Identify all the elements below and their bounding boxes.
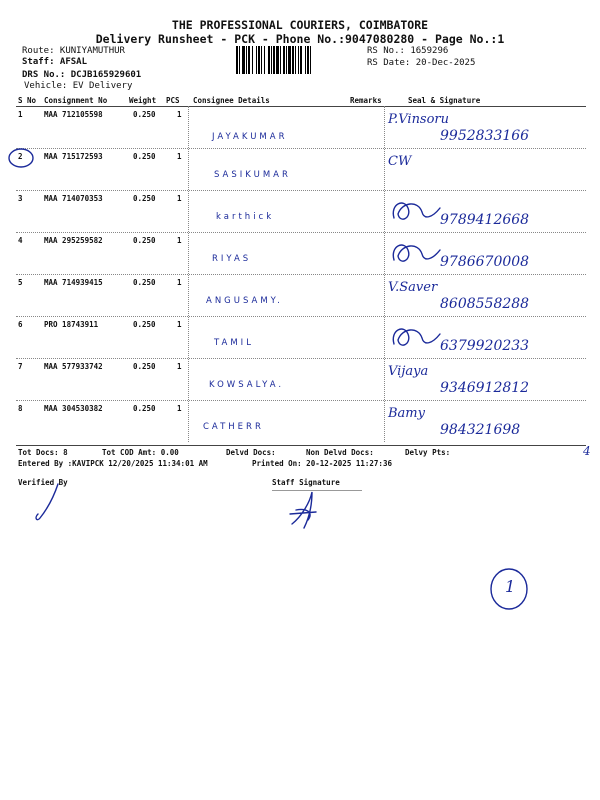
row-2-circle-mark <box>6 146 36 172</box>
row-signature: Bamy <box>388 406 425 421</box>
row-consignment-no: MAA 304530382 <box>44 404 103 413</box>
col-sno: S No <box>18 96 37 105</box>
row-signature-scribble <box>388 320 448 356</box>
row-phone-handwritten: 9789412668 <box>440 212 530 228</box>
row-phone-handwritten: 9952833166 <box>440 128 530 144</box>
row-pcs: 1 <box>177 194 182 203</box>
row-signature-scribble <box>388 194 448 230</box>
row-consignee-handwritten: JAYAKUMAR <box>212 132 288 142</box>
row-pcs: 1 <box>177 320 182 329</box>
row-pcs: 1 <box>177 152 182 161</box>
row-signature-scribble <box>388 236 448 272</box>
row-weight: 0.250 <box>133 236 156 245</box>
row-weight: 0.250 <box>133 194 156 203</box>
row-consignee-handwritten: karthick <box>216 212 275 222</box>
row-weight: 0.250 <box>133 110 156 119</box>
staff-label: Staff: AFSAL <box>22 57 88 67</box>
row-weight: 0.250 <box>133 278 156 287</box>
row-consignment-no: MAA 714939415 <box>44 278 103 287</box>
row-consignment-no: MAA 712105598 <box>44 110 103 119</box>
row-consignee-handwritten: CATHERR <box>203 422 264 432</box>
col-seal-signature: Seal & Signature <box>408 96 481 105</box>
row-weight: 0.250 <box>133 362 156 371</box>
row-sno: 3 <box>18 194 23 203</box>
delvy-pts: Delvy Pts: <box>405 448 451 457</box>
row-weight: 0.250 <box>133 320 156 329</box>
row-weight: 0.250 <box>133 152 156 161</box>
row-divider <box>16 316 586 317</box>
row-sno: 4 <box>18 236 23 245</box>
printed-on: Printed On: 20-12-2025 11:27:36 <box>252 459 392 468</box>
row-divider <box>16 148 586 149</box>
page-mark: 1 <box>505 577 516 596</box>
row-sno: 2 <box>18 152 23 161</box>
row-phone-handwritten: 984321698 <box>440 422 521 438</box>
tot-docs: Tot Docs: 8 <box>18 448 68 457</box>
row-divider <box>16 274 586 275</box>
col-remarks: Remarks <box>350 96 382 105</box>
row-phone-handwritten: 9346912812 <box>440 380 530 396</box>
row-sno: 7 <box>18 362 23 371</box>
row-pcs: 1 <box>177 404 182 413</box>
staff-signature-mark <box>286 490 346 540</box>
rs-number: RS No.: 1659296 <box>367 46 449 56</box>
tot-cod-amt: Tot COD Amt: 0.00 <box>102 448 179 457</box>
col-consignee: Consignee Details <box>193 96 270 105</box>
row-divider <box>16 400 586 401</box>
row-pcs: 1 <box>177 362 182 371</box>
non-delvd-docs: Non Delvd Docs: <box>306 448 374 457</box>
company-title: THE PROFESSIONAL COURIERS, COIMBATORE <box>171 18 429 32</box>
row-consignment-no: MAA 714070353 <box>44 194 103 203</box>
row-divider <box>16 358 586 359</box>
row-phone-handwritten: 6379920233 <box>440 338 530 354</box>
row-signature: CW <box>388 154 412 169</box>
row-consignment-no: MAA 577933742 <box>44 362 103 371</box>
col-consignment: Consignment No <box>44 96 108 105</box>
verified-by-label: Verified By <box>18 478 68 487</box>
rs-date: RS Date: 20-Dec-2025 <box>367 58 476 68</box>
row-consignment-no: PRO 18743911 <box>44 320 99 329</box>
row-consignee-handwritten: ANGUSAMY. <box>206 296 283 306</box>
delvd-docs: Delvd Docs: <box>226 448 276 457</box>
drs-number: DRS No.: DCJB165929601 <box>22 70 142 80</box>
verified-signature-mark <box>28 482 88 532</box>
row-signature: P.Vinsoru <box>388 112 450 127</box>
row-sno: 8 <box>18 404 23 413</box>
row-signature: V.Saver <box>388 280 438 295</box>
barcode <box>236 46 364 74</box>
vehicle-label: Vehicle: EV Delivery <box>24 81 133 91</box>
row-divider <box>16 232 586 233</box>
row-signature: Vijaya <box>388 364 429 379</box>
row-sno: 5 <box>18 278 23 287</box>
col-pcs: PCS <box>166 96 180 105</box>
row-pcs: 1 <box>177 278 182 287</box>
row-sno: 6 <box>18 320 23 329</box>
row-pcs: 1 <box>177 110 182 119</box>
row-consignment-no: MAA 295259582 <box>44 236 103 245</box>
barcode-bar <box>311 46 313 74</box>
extra-handwritten-digit: 4 <box>583 444 591 458</box>
route-label: Route: KUNIYAMUTHUR <box>22 46 125 56</box>
row-pcs: 1 <box>177 236 182 245</box>
row-consignment-no: MAA 715172593 <box>44 152 103 161</box>
row-consignee-handwritten: SASIKUMAR <box>214 170 291 180</box>
row-consignee-handwritten: KOWSALYA. <box>209 380 285 390</box>
runsheet-title: Delivery Runsheet - PCK - Phone No.:9047080280 - Page No.:1 <box>95 32 505 46</box>
header-rule <box>16 106 586 107</box>
row-divider <box>16 190 586 191</box>
row-sno: 1 <box>18 110 23 119</box>
staff-signature-label: Staff Signature <box>272 478 340 487</box>
totals-rule <box>16 445 586 446</box>
row-phone-handwritten: 9786670008 <box>440 254 530 270</box>
row-consignee-handwritten: TAMIL <box>214 338 254 348</box>
entered-by: Entered By :KAVIPCK 12/20/2025 11:34:01 AM <box>18 459 208 468</box>
col-weight: Weight <box>129 96 157 105</box>
row-phone-handwritten: 8608558288 <box>440 296 530 312</box>
row-consignee-handwritten: RIYAS <box>212 254 252 264</box>
row-weight: 0.250 <box>133 404 156 413</box>
